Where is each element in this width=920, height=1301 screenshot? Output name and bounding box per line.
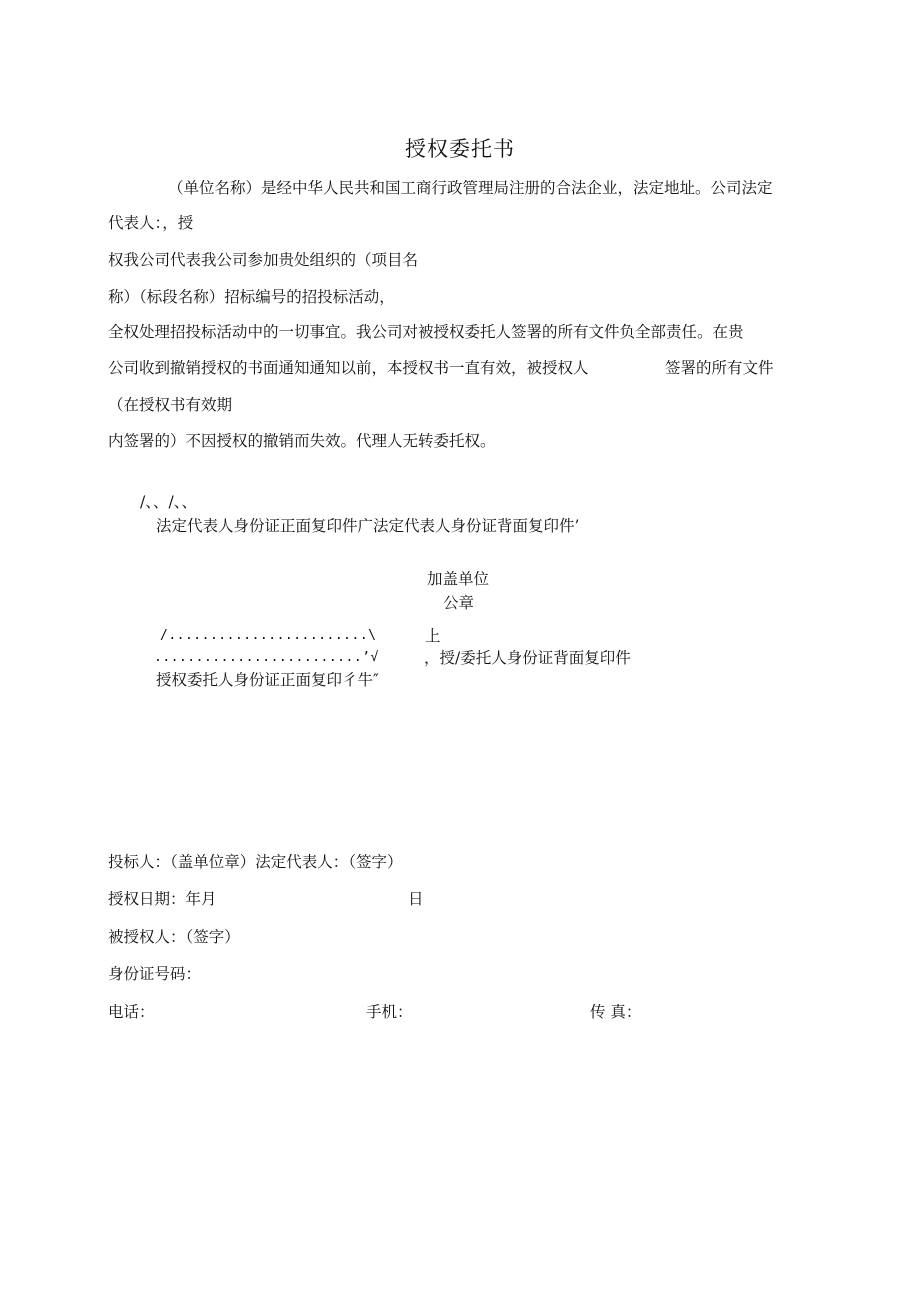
authorization-date-label: 授权日期：年月 bbox=[108, 890, 217, 908]
document-title: 授权委托书 bbox=[405, 137, 515, 161]
attachment-marks: /、、/、、 bbox=[140, 493, 197, 511]
fax-label: 传 真： bbox=[590, 1003, 642, 1021]
mobile-label: 手机： bbox=[366, 1003, 413, 1021]
agent-signature-line: 被授权人：（签字） bbox=[108, 928, 240, 946]
seal-label-line-2: 公章 bbox=[443, 594, 475, 612]
agent-id-back-label: ，授/委托人身份证背面复印件 bbox=[424, 649, 631, 667]
body-line-2: 代表人：，授 bbox=[108, 214, 194, 232]
mark-shang: 上 bbox=[425, 627, 441, 645]
authorization-day-label: 日 bbox=[408, 890, 424, 908]
id-number-label: 身份证号码： bbox=[108, 965, 202, 983]
body-line-1: （单位名称）是经中华人民共和国工商行政管理局注册的合法企业，法定地址。公司法定 bbox=[168, 179, 773, 197]
body-line-6b: 签署的所有文件 bbox=[665, 359, 774, 377]
body-line-7: （在授权书有效期 bbox=[108, 396, 233, 414]
dotted-line-2: .........................’√ bbox=[154, 650, 379, 665]
body-line-8: 内签署的）不因授权的撤销而失效。代理人无转委托权。 bbox=[108, 432, 496, 450]
body-line-3: 权我公司代表我公司参加贵处组织的（项目名 bbox=[108, 251, 419, 269]
bidder-signature-line: 投标人：（盖单位章）法定代表人：（签字） bbox=[108, 853, 403, 871]
dotted-line-1: /........................\ bbox=[160, 628, 377, 643]
body-line-5: 全权处理招投标活动中的一切事宜。我公司对被授权委托人签署的所有文件负全部责任。在贵 bbox=[108, 323, 744, 341]
seal-label-line-1: 加盖单位 bbox=[427, 570, 490, 588]
body-line-4: 称）（标段名称）招标编号的招投标活动， bbox=[108, 288, 395, 306]
legal-rep-id-copy-label: 法定代表人身份证正面复印件广法定代表人身份证背面复印件’ bbox=[156, 517, 580, 535]
agent-id-front-label: 授权委托人身份证正面复印彳牛″ bbox=[156, 671, 379, 689]
body-line-6a: 公司收到撤销授权的书面通知通知以前，本授权书一直有效，被授权人 bbox=[108, 359, 589, 377]
phone-label: 电话： bbox=[108, 1003, 155, 1021]
